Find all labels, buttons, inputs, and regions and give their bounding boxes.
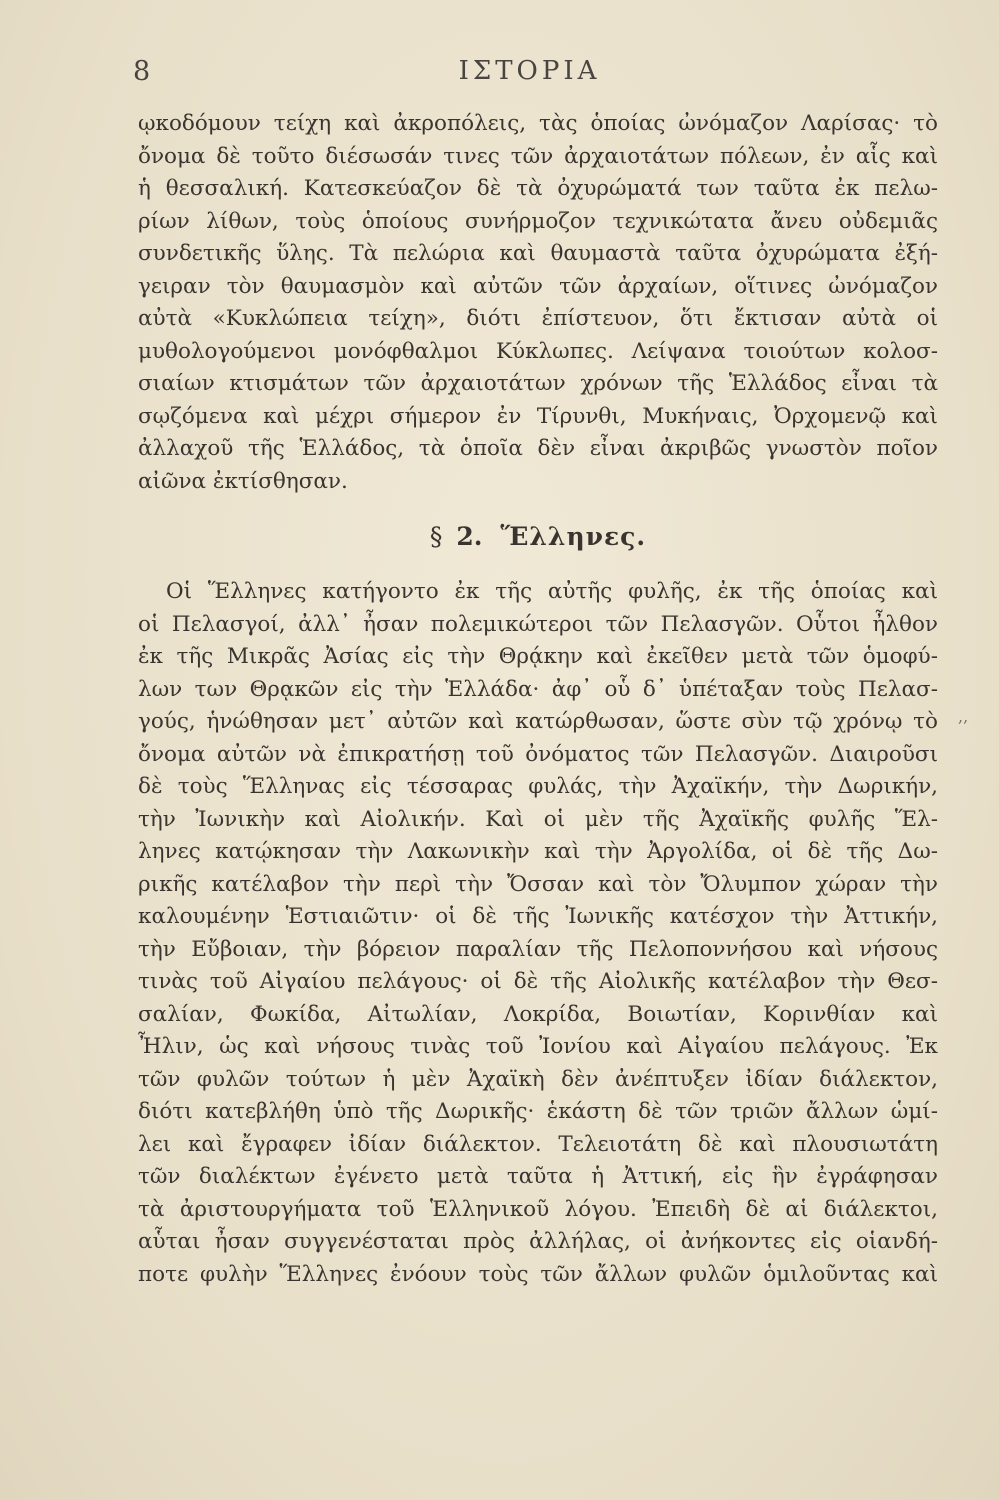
paragraph-1 <box>138 108 938 498</box>
section-sign: § <box>429 522 443 551</box>
text-line: γειραν τὸν θαυμασμὸν καὶ αὐτῶν τῶν ἀρχαίων, οἵτινες ὠνόμαζον <box>138 273 938 299</box>
body-text <box>138 108 938 1291</box>
text-line: τῶν διαλέκτων ἐγένετο μετὰ ταῦτα ἡ Ἀττική, εἰς ἣν ἐγράφησαν <box>138 1164 938 1189</box>
text-line: ρικῆς κατέλαβον τὴν περὶ τὴν Ὄσσαν καὶ τὸν Ὄλυμπον χώραν τὴν <box>138 871 938 897</box>
text-line: αἰῶνα ἐκτίσθησαν. <box>138 468 348 494</box>
text-line: λει καὶ ἔγραφεν ἰδίαν διάλεκτον. Τελειοτάτη δὲ καὶ πλουσιωτάτη <box>138 1131 938 1157</box>
text-line: σιαίων κτισμάτων τῶν ἀρχαιοτάτων χρόνων τῆς Ἑλλάδος εἶναι τὰ <box>138 371 938 396</box>
text-line: Ἦλιν, ὡς καὶ νήσους τινὰς τοῦ Ἰονίου καὶ Αἰγαίου πελάγους. Ἐκ <box>138 1034 938 1059</box>
text-line: ἀλλαχοῦ τῆς Ἑλλάδος, τὰ ὁποῖα δὲν εἶναι ἀκριβῶς γνωστὸν ποῖον <box>138 436 938 461</box>
text-line: ἐκ τῆς Μικρᾶς Ἀσίας εἰς τὴν Θρᾴκην καὶ ἐκεῖθεν μετὰ τῶν ὁμοφύ- <box>138 644 938 669</box>
text-line: ῳκοδόμουν τείχη καὶ ἀκροπόλεις, τὰς ὁποίας ὠνόμαζον Λαρίσας· τὸ <box>138 111 938 136</box>
text-line: Οἱ Ἕλληνες κατήγοντο ἐκ τῆς αὐτῆς φυλῆς, ἐκ τῆς ὁποίας καὶ <box>166 579 938 604</box>
text-line: σῳζόμενα καὶ μέχρι σήμερον ἐν Τίρυνθι, Μυκήναις, Ὀρχομενῷ καὶ <box>138 403 938 429</box>
paragraph-2 <box>138 576 938 1291</box>
text-line: ὄνομα αὐτῶν νὰ ἐπικρατήσῃ τοῦ ὀνόματος τῶν Πελασγῶν. Διαιροῦσι <box>138 741 938 767</box>
text-line: ἡ θεσσαλική. Κατεσκεύαζον δὲ τὰ ὀχυρώματά των ταῦτα ἐκ πελω- <box>138 176 938 201</box>
text-line: συνδετικῆς ὕλης. Τὰ πελώρια καὶ θαυμαστὰ ταῦτα ὀχυρώματα ἐξή- <box>138 241 938 266</box>
text-line: ποτε φυλὴν Ἕλληνες ἐνόουν τοὺς τῶν ἄλλων φυλῶν ὁμιλοῦντας καὶ <box>138 1261 938 1287</box>
text-line: δὲ τοὺς Ἕλληνας εἰς τέσσαρας φυλάς, τὴν Ἀχαϊκήν, τὴν Δωρικήν, <box>138 774 938 799</box>
text-line: αὗται ἦσαν συγγενέσταται πρὸς ἀλλήλας, οἱ ἀνήκοντες εἰς οἱανδή- <box>138 1229 938 1254</box>
section-heading <box>138 512 938 562</box>
text-line: σαλίαν, Φωκίδα, Αἰτωλίαν, Λοκρίδα, Βοιωτίαν, Κορινθίαν καὶ <box>138 1001 938 1027</box>
text-line: καλουμένην Ἑστιαιῶτιν· οἱ δὲ τῆς Ἰωνικῆς κατέσχον τὴν Ἀττικήν, <box>138 904 938 929</box>
text-line: ληνες κατῴκησαν τὴν Λακωνικὴν καὶ τὴν Ἀργολίδα, οἱ δὲ τῆς Δω- <box>138 839 938 864</box>
page-header <box>130 56 929 96</box>
text-line: τὰ ἀριστουργήματα τοῦ Ἑλληνικοῦ λόγου. Ἐπειδὴ δὲ αἱ διάλεκτοι, <box>138 1196 938 1222</box>
text-line: τὴν Ἰωνικὴν καὶ Αἰολικήν. Καὶ οἱ μὲν τῆς Ἀχαϊκῆς φυλῆς Ἕλ- <box>138 806 938 832</box>
section-title: Ἕλληνες. <box>500 522 647 551</box>
text-line: μυθολογούμενοι μονόφθαλμοι Κύκλωπες. Λείψανα τοιούτων κολοσ- <box>138 338 938 364</box>
text-line: ὄνομα δὲ τοῦτο διέσωσάν τινες τῶν ἀρχαιοτάτων πόλεων, ἐν αἷς καὶ <box>138 143 938 169</box>
section-number: 2. <box>456 522 483 551</box>
margin-mark: ,, <box>958 707 969 726</box>
text-line: τῶν φυλῶν τούτων ἡ μὲν Ἀχαϊκὴ δὲν ἀνέπτυξεν ἰδίαν διάλεκτον, <box>138 1066 938 1092</box>
text-line: οἱ Πελασγοί, ἀλλ᾽ ἦσαν πολεμικώτεροι τῶν Πελασγῶν. Οὗτοι ἦλθον <box>138 611 938 637</box>
text-line: ρίων λίθων, τοὺς ὁποίους συνήρμοζον τεχνικώτατα ἄνευ οὐδεμιᾶς <box>138 208 938 234</box>
running-head: ΙΣΤΟΡΙΑ <box>458 56 601 86</box>
page-number: 8 <box>133 56 151 87</box>
text-line: γούς, ἡνώθησαν μετ᾽ αὐτῶν καὶ κατώρθωσαν, ὥστε σὺν τῷ χρόνῳ τὸ <box>138 709 938 734</box>
text-line: τὴν Εὔβοιαν, τὴν βόρειον παραλίαν τῆς Πελοποννήσου καὶ νήσους <box>138 936 938 962</box>
text-line: λων των Θρᾳκῶν εἰς τὴν Ἑλλάδα· ἀφ᾽ οὗ δ᾽ ὑπέταξαν τοὺς Πελασ- <box>138 676 938 702</box>
text-line: τινὰς τοῦ Αἰγαίου πελάγους· οἱ δὲ τῆς Αἰολικῆς κατέλαβον τὴν Θεσ- <box>138 969 938 994</box>
text-line: διότι κατεβλήθη ὑπὸ τῆς Δωρικῆς· ἑκάστη δὲ τῶν τριῶν ἄλλων ὡμί- <box>138 1099 938 1124</box>
text-line: αὐτὰ «Κυκλώπεια τείχη», διότι ἐπίστευον, ὅτι ἔκτισαν αὐτὰ οἱ <box>138 306 938 331</box>
